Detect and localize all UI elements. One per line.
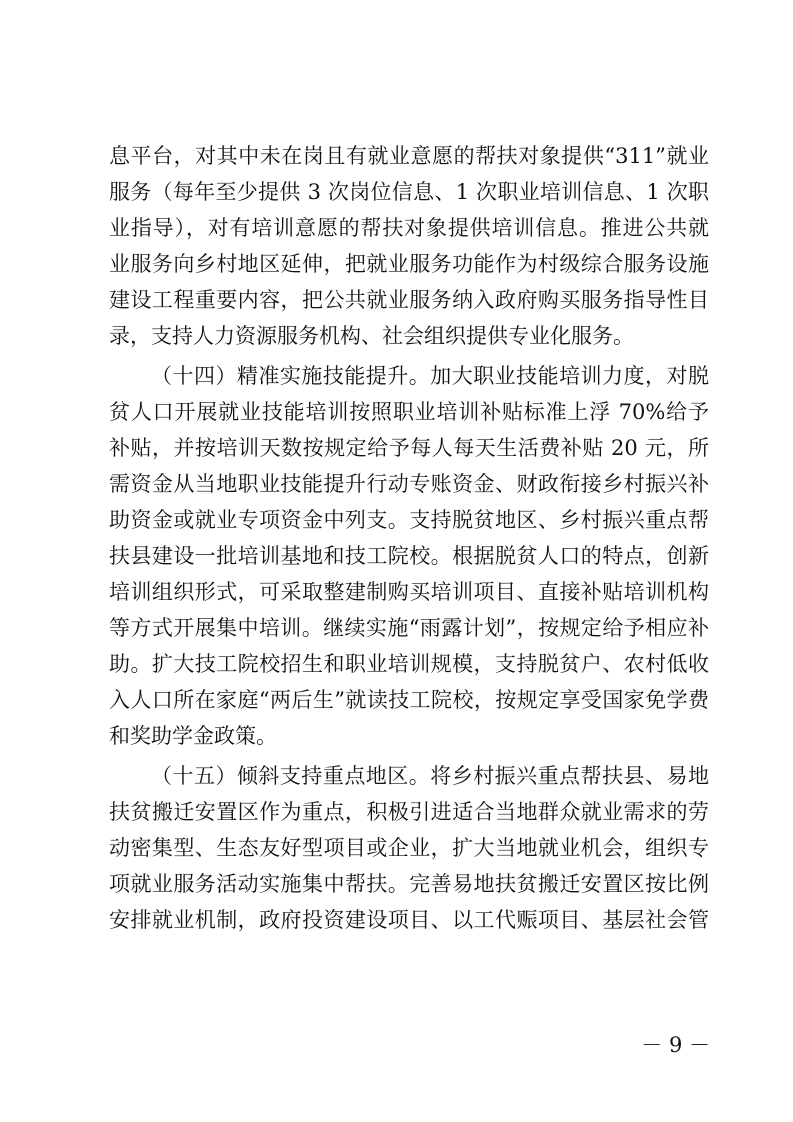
text-line: 录，支持人力资源服务机构、社会组织提供专业化服务。 xyxy=(109,324,634,348)
paragraph-skills-upgrading xyxy=(109,358,709,754)
text-line: 入人口所在家庭“两后生”就读技工院校，按规定享受国家免学费 xyxy=(109,688,709,712)
text-line: 项就业服务活动实施集中帮扶。完善易地扶贫搬迁安置区按比例 xyxy=(109,872,709,896)
text-line: 业指导），对有培训意愿的帮扶对象提供培训信息。推进公共就 xyxy=(109,216,709,240)
paragraph-employment-services xyxy=(109,138,709,354)
text-line: 息平台，对其中未在岗且有就业意愿的帮扶对象提供“311”就业 xyxy=(109,144,709,168)
text-line: 助。扩大技工院校招生和职业培训规模，支持脱贫户、农村低收 xyxy=(109,652,709,676)
text-line: 培训组织形式，可采取整建制购买培训项目、直接补贴培训机构 xyxy=(109,580,709,604)
text-line: 贫人口开展就业技能培训按照职业培训补贴标准上浮 70%给予 xyxy=(109,400,709,424)
text-line: 和奖助学金政策。 xyxy=(109,724,277,748)
document-body xyxy=(109,138,709,938)
text-line: 建设工程重要内容，把公共就业服务纳入政府购买服务指导性目 xyxy=(109,288,709,312)
text-line: 扶县建设一批培训基地和技工院校。根据脱贫人口的特点，创新 xyxy=(109,544,709,568)
text-line: 服务（每年至少提供 3 次岗位信息、1 次职业培训信息、1 次职 xyxy=(109,180,709,204)
text-line: 补贴，并按培训天数按规定给予每人每天生活费补贴 20 元，所 xyxy=(109,436,709,460)
text-line: （十四）精准实施技能提升。加大职业技能培训力度，对脱 xyxy=(151,364,709,388)
text-line: 动密集型、生态友好型项目或企业，扩大当地就业机会，组织专 xyxy=(109,836,709,860)
text-line: 等方式开展集中培训。继续实施“雨露计划”，按规定给予相应补 xyxy=(109,616,709,640)
text-line: 需资金从当地职业技能提升行动专账资金、财政衔接乡村振兴补 xyxy=(109,472,709,496)
paragraph-key-regions xyxy=(109,758,709,938)
page-number: － 9 － xyxy=(641,1033,710,1057)
text-line: （十五）倾斜支持重点地区。将乡村振兴重点帮扶县、易地 xyxy=(151,764,709,788)
text-line: 业服务向乡村地区延伸，把就业服务功能作为村级综合服务设施 xyxy=(109,252,709,276)
text-line: 助资金或就业专项资金中列支。支持脱贫地区、乡村振兴重点帮 xyxy=(109,508,709,532)
text-line: 扶贫搬迁安置区作为重点，积极引进适合当地群众就业需求的劳 xyxy=(109,800,709,824)
text-line: 安排就业机制，政府投资建设项目、以工代赈项目、基层社会管 xyxy=(109,908,709,932)
